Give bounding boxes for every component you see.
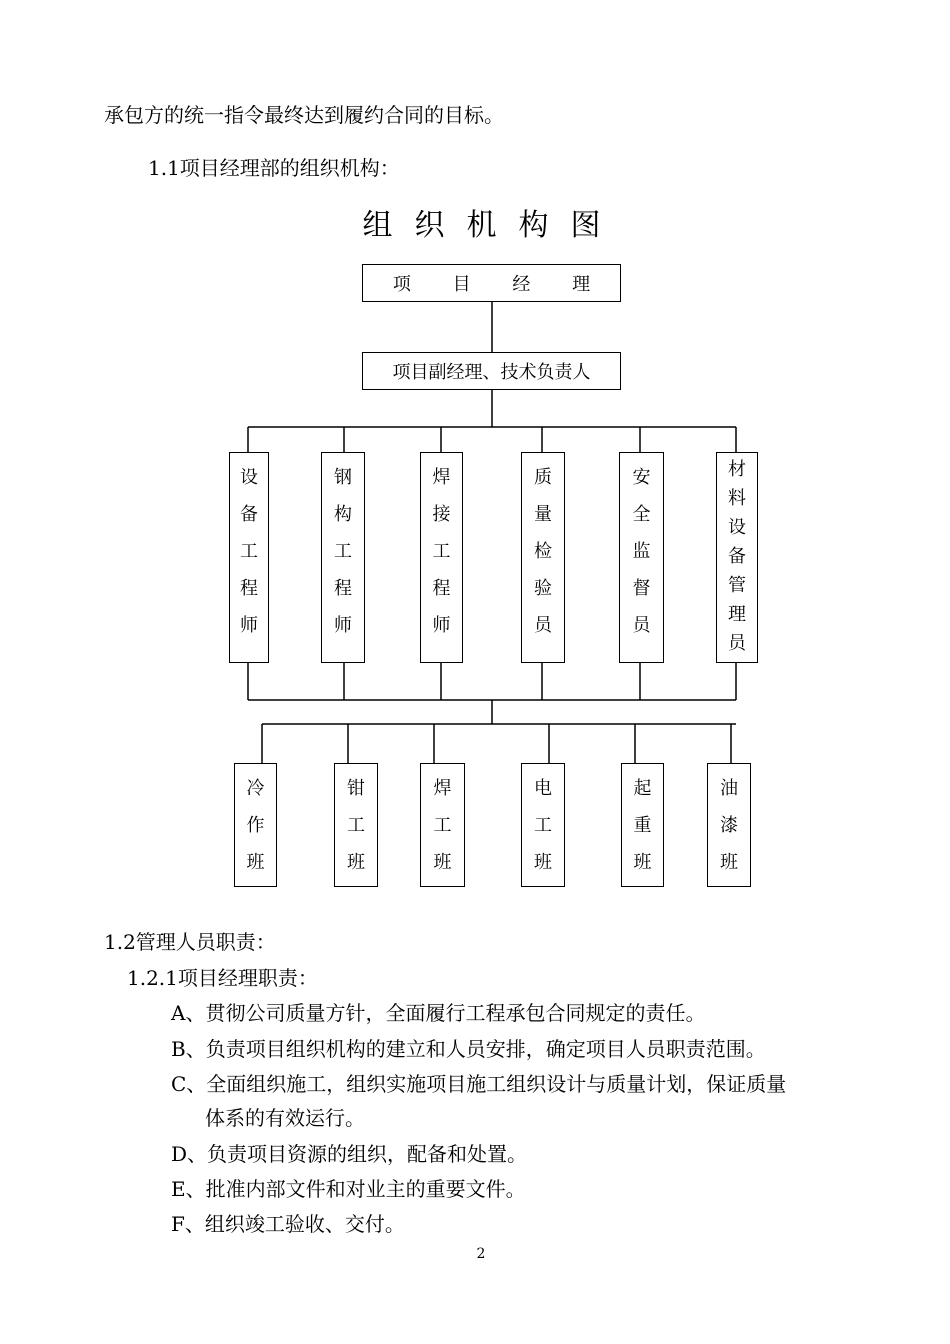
team-box-5 [621,763,664,887]
duty-c-continued: 体系的有效运行。 [205,1106,365,1130]
role-box-5 [619,452,664,663]
box-deputy-manager [362,352,621,390]
duty-a: A、贯彻公司质量方针，全面履行工程承包合同规定的责任。 [171,1001,706,1025]
team-label: 冷作班 [246,778,265,873]
role-box-3 [420,452,463,663]
team-label: 电工班 [534,778,552,873]
deputy-manager-label: 项目副经理、技术负责人 [392,362,591,383]
team-box-3 [420,763,465,887]
duty-e: E、批准内部文件和对业主的重要文件。 [171,1177,526,1201]
section-heading-1-2: 1.2管理人员职责： [104,930,276,954]
role-label: 安全监督员 [632,467,651,636]
team-label: 油漆班 [720,778,738,873]
role-box-4 [521,452,565,663]
page-number: 2 [476,1246,486,1262]
role-box-2 [321,452,365,663]
role-label: 材料设备管理员 [728,459,746,654]
team-label: 钳工班 [347,778,365,873]
team-box-2 [334,763,378,887]
chart-title: 组织机构图 [362,208,623,243]
role-label: 焊接工程师 [432,467,451,636]
team-box-1 [234,763,277,887]
role-label: 质量检验员 [534,467,552,636]
box-project-manager [362,264,621,302]
intro-text: 承包方的统一指令最终达到履约合同的目标。 [104,103,504,127]
duty-f: F、组织竣工验收、交付。 [171,1212,405,1236]
project-manager-label: 项 目 经 理 [392,274,609,295]
duty-c: C、全面组织施工，组织实施项目施工组织设计与质量计划，保证质量 [171,1072,787,1096]
team-box-4 [521,763,565,887]
team-label: 起重班 [633,778,652,873]
role-box-6 [716,452,758,663]
team-label: 焊工班 [433,778,452,873]
role-label: 钢构工程师 [334,467,352,636]
duty-b: B、负责项目组织机构的建立和人员安排，确定项目人员职责范围。 [171,1037,766,1061]
team-box-6 [707,763,751,887]
section-heading-1-2-1: 1.2.1项目经理职责： [127,966,318,990]
role-label: 设备工程师 [240,467,258,636]
duty-d: D、负责项目资源的组织，配备和处置。 [171,1142,528,1166]
section-heading-1-1: 1.1项目经理部的组织机构： [148,156,400,180]
role-box-1 [229,452,269,663]
